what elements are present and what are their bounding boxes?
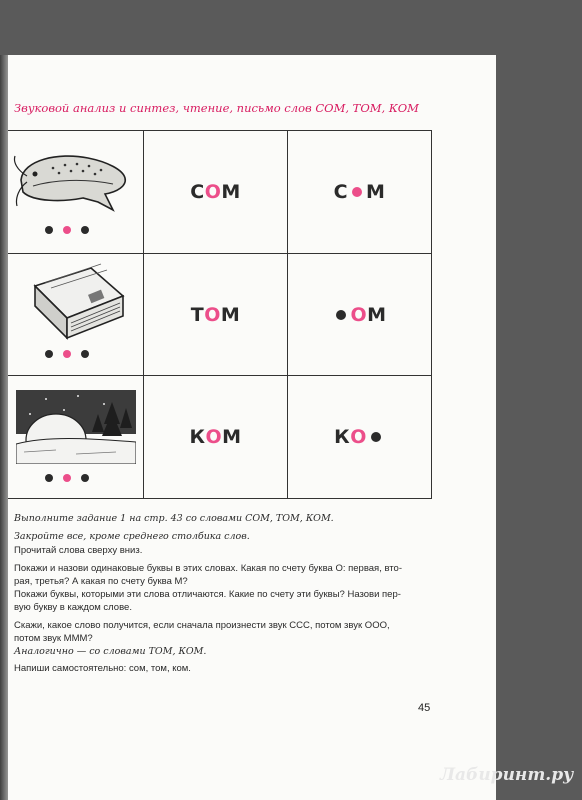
sound-scheme <box>45 226 89 234</box>
missing-letter-dot <box>371 432 381 442</box>
letter: Т <box>190 303 205 326</box>
letter: М <box>366 180 386 203</box>
missing-letter-dot <box>352 187 362 197</box>
letter: М <box>220 303 241 326</box>
consonant-dot <box>81 226 89 234</box>
consonant-dot <box>81 350 89 358</box>
lesson-heading: Звуковой анализ и синтез, чтение, письмо слов СОМ, ТОМ, КОМ <box>14 101 419 115</box>
letter: М <box>222 426 242 448</box>
missing-letter-dot <box>336 310 346 320</box>
partial-word-som <box>288 130 431 253</box>
instruction-line: потом звук МММ? <box>14 633 93 644</box>
instruction-line: Скажи, какое слово получится, если сначала произнести звук ССС, потом звук ООО, <box>14 620 390 631</box>
instruction-line: Выполните задание 1 на стр. 43 со словами СОМ, ТОМ, КОМ. <box>14 513 334 524</box>
instruction-line: Прочитай слова сверху вниз. <box>14 545 143 556</box>
letter: О <box>350 426 367 448</box>
vowel-dot <box>63 474 71 482</box>
instruction-line: рая, третья? А какая по счету буква М? <box>14 576 188 587</box>
letter: О <box>350 303 368 326</box>
letter: С <box>190 180 205 203</box>
consonant-dot <box>45 350 53 358</box>
word-som <box>144 130 287 253</box>
partial-word-tom <box>288 254 431 375</box>
letter: М <box>367 303 387 326</box>
instruction-line: Напиши самостоятельно: сом, том, ком. <box>14 663 191 674</box>
page-number: 45 <box>418 702 431 714</box>
catfish-picture <box>8 130 143 230</box>
instruction-line: Покажи буквы, которыми эти слова отличаются. Какие по счету эти буквы? Назови пер- <box>14 589 401 600</box>
instruction-line: Закройте все, кроме среднего столбика слов. <box>14 531 250 542</box>
word-tom <box>144 254 287 375</box>
word-kom <box>144 376 287 498</box>
consonant-dot <box>45 226 53 234</box>
letter: О <box>205 426 223 448</box>
watermark-logo: Лабиринт.ру <box>440 765 574 785</box>
instruction-line: Аналогично — со словами ТОМ, КОМ. <box>14 646 207 657</box>
letter: О <box>204 303 221 326</box>
letter: К <box>189 426 206 448</box>
letter: К <box>334 426 351 448</box>
book-picture <box>8 254 143 354</box>
letter: М <box>221 180 241 203</box>
sound-scheme <box>45 350 89 358</box>
instruction-line: Покажи и назови одинаковые буквы в этих словах. Какая по счету буква О: первая, вто- <box>14 563 402 574</box>
instruction-line: вую букву в каждом слове. <box>14 602 132 613</box>
sound-scheme <box>45 474 89 482</box>
partial-word-kom <box>288 376 431 498</box>
snow-lump-picture <box>8 376 143 471</box>
consonant-dot <box>45 474 53 482</box>
word-table <box>8 130 432 499</box>
letter: О <box>204 180 222 203</box>
vowel-dot <box>63 226 71 234</box>
vowel-dot <box>63 350 71 358</box>
consonant-dot <box>81 474 89 482</box>
letter: С <box>333 180 349 203</box>
